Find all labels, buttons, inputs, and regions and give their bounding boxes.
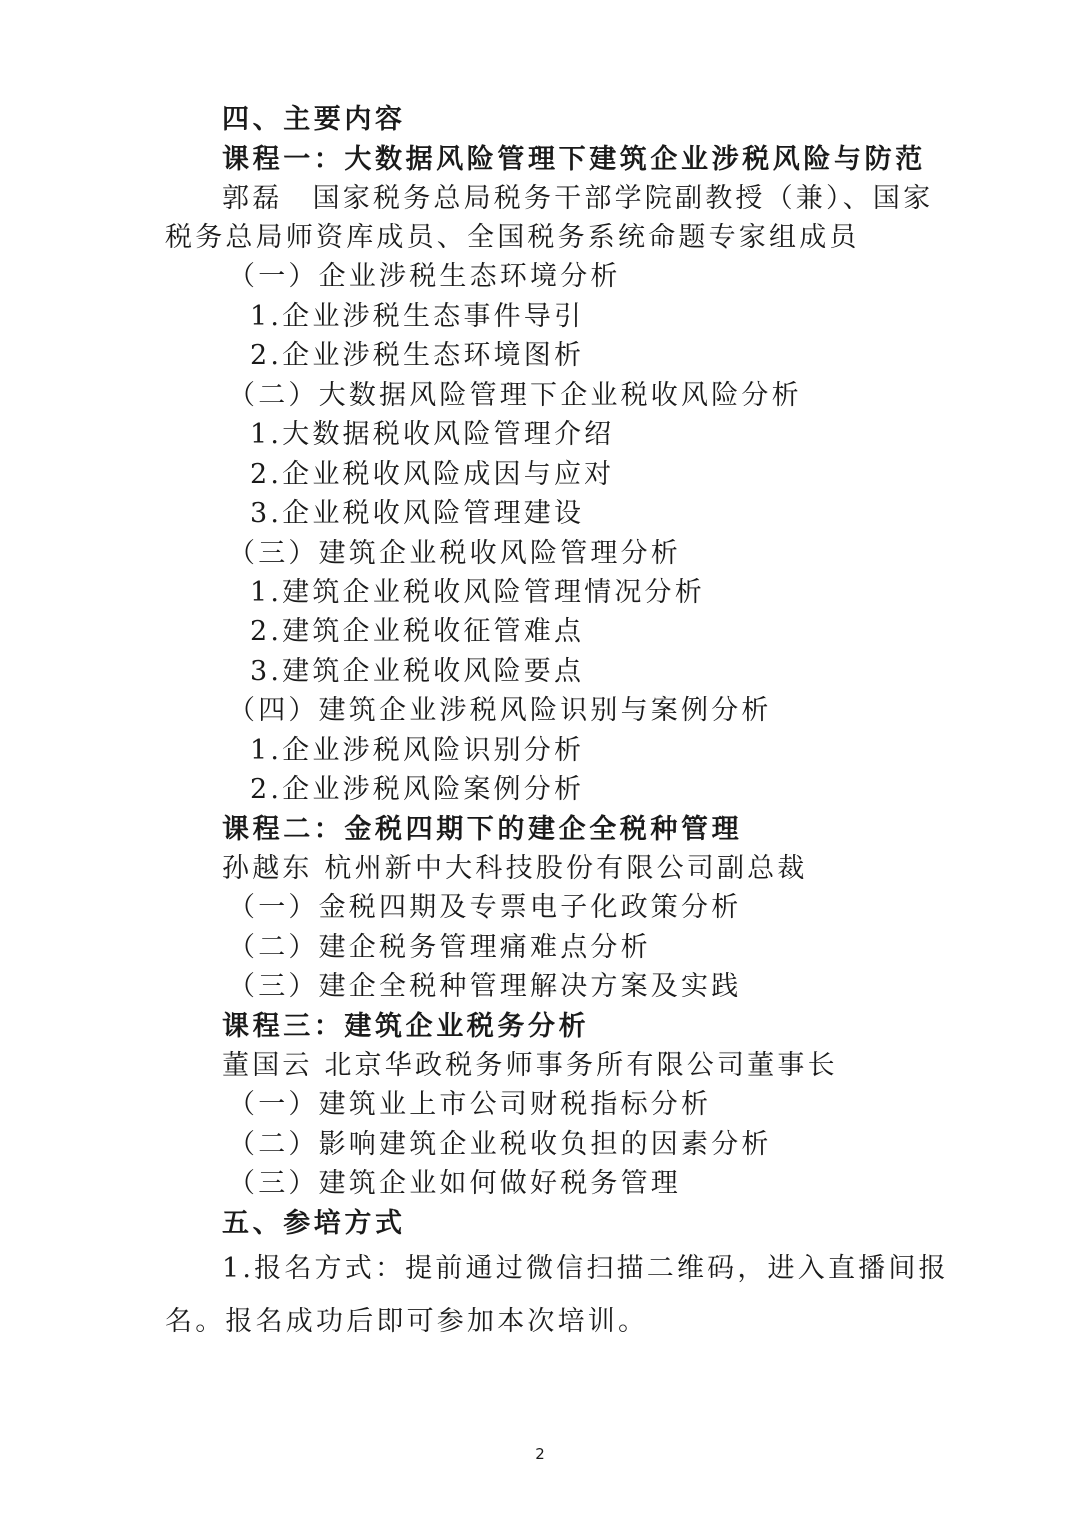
course1-part2-item3: 3.企业税收风险管理建设 xyxy=(250,498,585,529)
course1-part3-label: （三）建筑企业税收风险管理分析 xyxy=(228,538,681,569)
section4-title: 四、主要内容 xyxy=(222,104,406,135)
course1-title: 课程一：大数据风险管理下建筑企业涉税风险与防范 xyxy=(222,144,926,175)
course1-part2-item1: 1.大数据税收风险管理介绍 xyxy=(250,419,615,450)
course1-lecturer-line2: 税务总局师资库成员、全国税务系统命题专家组成员 xyxy=(165,222,860,253)
course1-part2-label: （二）大数据风险管理下企业税收风险分析 xyxy=(228,380,802,411)
course1-part3-item1: 1.建筑企业税收风险管理情况分析 xyxy=(250,577,705,608)
section5-para1-line2: 名。报名成功后即可参加本次培训。 xyxy=(165,1306,649,1337)
course2-part1: （一）金税四期及专票电子化政策分析 xyxy=(228,892,742,923)
section5-title: 五、参培方式 xyxy=(222,1208,406,1239)
section5-para1-line1: 1.报名方式：提前通过微信扫描二维码，进入直播间报 xyxy=(222,1253,949,1284)
course2-lecturer: 孙越东 杭州新中大科技股份有限公司副总裁 xyxy=(222,853,808,884)
course1-part4-item1: 1.企业涉税风险识别分析 xyxy=(250,735,585,766)
course3-title: 课程三：建筑企业税务分析 xyxy=(222,1011,590,1042)
course2-part2: （二）建企税务管理痛难点分析 xyxy=(228,932,651,963)
course3-part2: （二）影响建筑企业税收负担的因素分析 xyxy=(228,1129,772,1160)
course3-part3: （三）建筑企业如何做好税务管理 xyxy=(228,1168,681,1199)
course1-part4-label: （四）建筑企业涉税风险识别与案例分析 xyxy=(228,695,772,726)
course1-part1-item2: 2.企业涉税生态环境图析 xyxy=(250,340,585,371)
course1-part2-item2: 2.企业税收风险成因与应对 xyxy=(250,459,615,490)
page-number: 2 xyxy=(535,1445,545,1463)
course1-part4-item2: 2.企业涉税风险案例分析 xyxy=(250,774,585,805)
course1-part1-label: （一）企业涉税生态环境分析 xyxy=(228,261,621,292)
course2-title: 课程二：金税四期下的建企全税种管理 xyxy=(222,814,743,845)
course3-lecturer: 董国云 北京华政税务师事务所有限公司董事长 xyxy=(222,1050,838,1081)
course1-part3-item2: 2.建筑企业税收征管难点 xyxy=(250,616,585,647)
course2-part3: （三）建企全税种管理解决方案及实践 xyxy=(228,971,742,1002)
course3-part1: （一）建筑业上市公司财税指标分析 xyxy=(228,1089,712,1120)
course1-part1-item1: 1.企业涉税生态事件导引 xyxy=(250,301,585,332)
course1-lecturer-line1: 郭磊 国家税务总局税务干部学院副教授（兼）、国家 xyxy=(222,183,934,214)
course1-part3-item3: 3.建筑企业税收风险要点 xyxy=(250,656,585,687)
